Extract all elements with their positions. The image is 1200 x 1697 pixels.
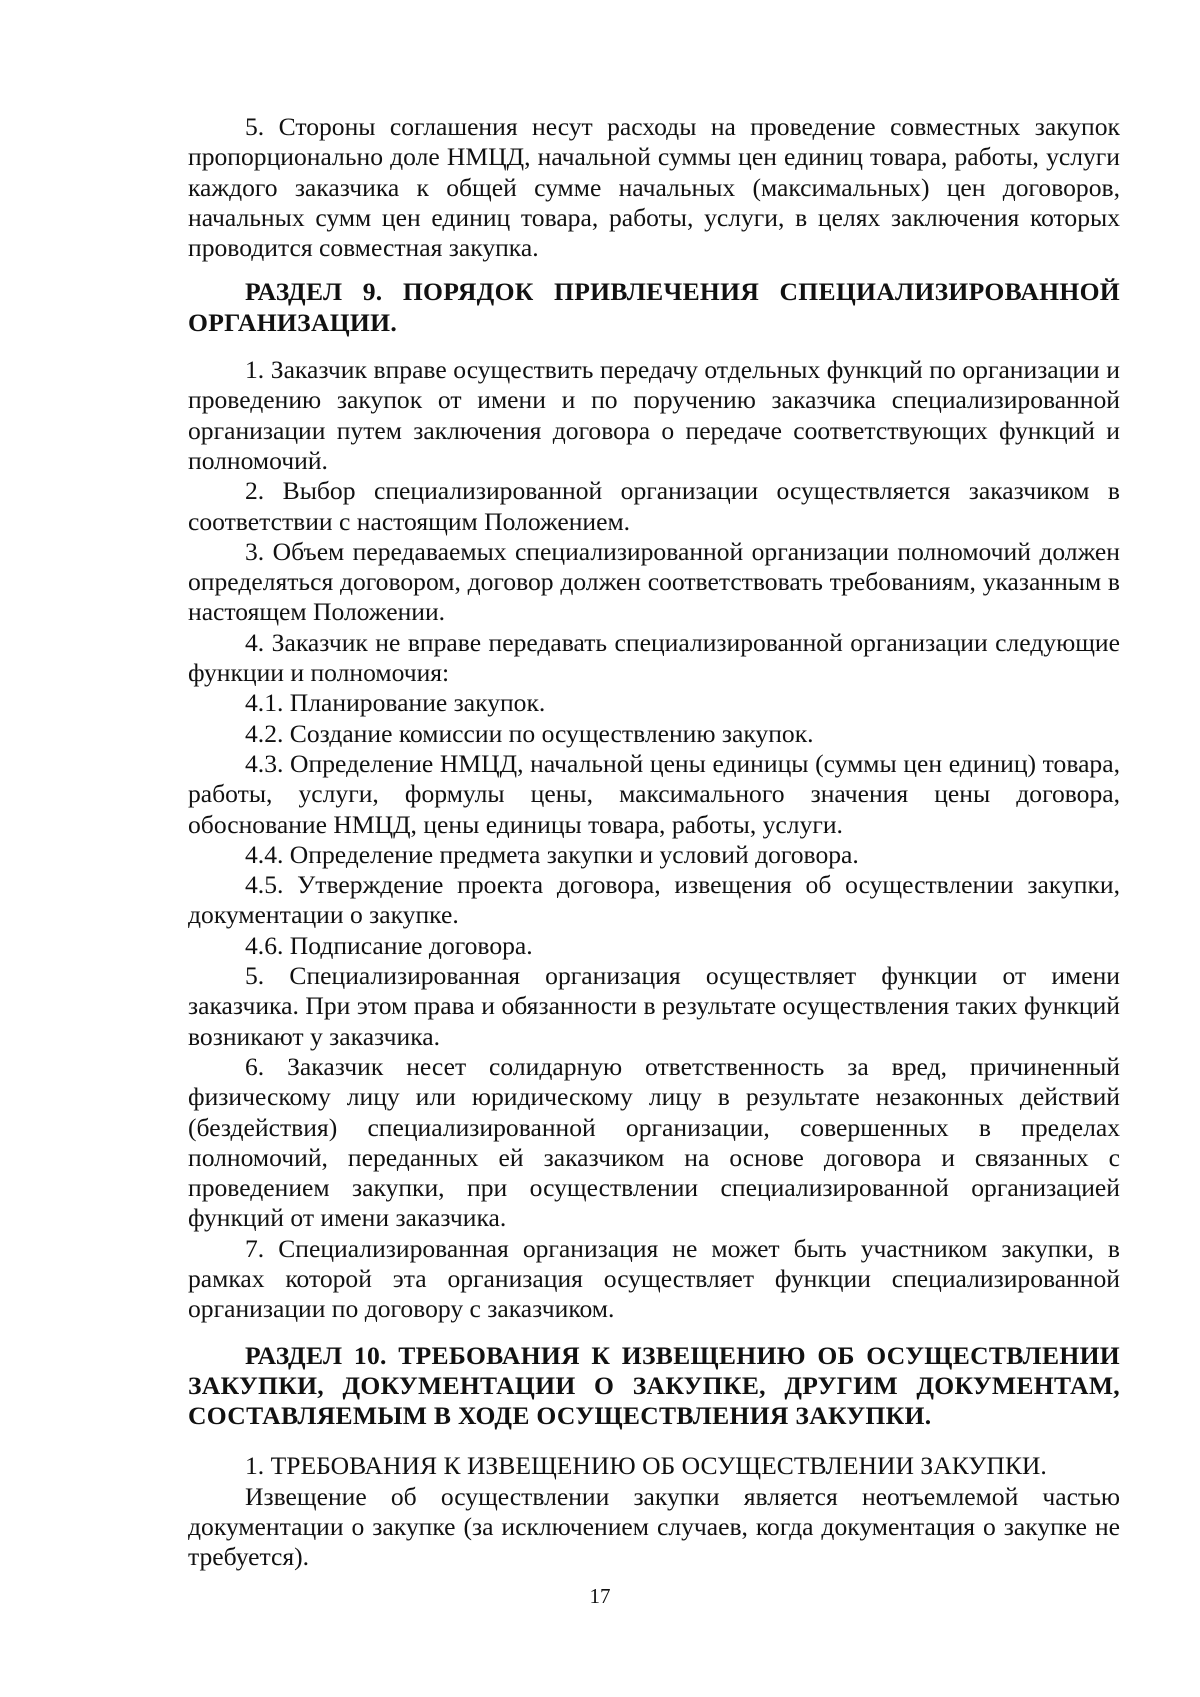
section-9-paragraph: 4.1. Планирование закупок. xyxy=(245,688,546,718)
document-page xyxy=(188,112,1120,1573)
section-9-paragraph: 4.2. Создание комиссии по осуществлению закупок. xyxy=(245,718,814,748)
section-9-paragraph: 1. Заказчик вправе осуществить передачу отдельных функций по организации и проведению закупок от имени и по поручению заказчика специализированной организации путем заключения договора о передаче соответствующих функций и полномочий. xyxy=(188,355,1120,475)
section-9-heading: РАЗДЕЛ 9. ПОРЯДОК ПРИВЛЕЧЕНИЯ СПЕЦИАЛИЗИРОВАННОЙ ОРГАНИЗАЦИИ. xyxy=(188,277,1120,337)
section-9-paragraph: 4.6. Подписание договора. xyxy=(245,930,533,960)
section-10-heading: РАЗДЕЛ 10. ТРЕБОВАНИЯ К ИЗВЕЩЕНИЮ ОБ ОСУЩЕСТВЛЕНИИ ЗАКУПКИ, ДОКУМЕНТАЦИИ О ЗАКУПКЕ, ДРУГИМ ДОКУМЕНТАМ, СОСТАВЛЯЕМЫМ В ХОДЕ ОСУЩЕСТВЛЕНИЯ ЗАКУПКИ. xyxy=(188,1340,1120,1431)
page-number: 17 xyxy=(589,1584,611,1608)
section-9-paragraph: 3. Объем передаваемых специализированной организации полномочий должен определяться договором, договор должен соответствовать требованиям, указанным в настоящем Положении. xyxy=(188,536,1120,627)
paragraph-5-joint-costs: 5. Стороны соглашения несут расходы на проведение совместных закупок пропорционально доле НМЦД, начальной суммы цен единиц товара, работы, услуги каждого заказчика к общей сумме начальных (максимальных) цен договоров, начальных сумм цен единиц товара, работы, услуги, в целях заключения которых проводится совместная закупка. xyxy=(188,112,1120,263)
section-9-paragraph: 6. Заказчик несет солидарную ответственность за вред, причиненный физическому лицу или юридическому лицу в результате незаконных действий (бездействия) специализированной организации, совершенных в пределах полномочий, переданных ей заказчиком на основе договора и связанных с проведением закупки, при осуществлении специализированной организацией функций от имени заказчика. xyxy=(188,1051,1120,1233)
section-10-subheading: 1. ТРЕБОВАНИЯ К ИЗВЕЩЕНИЮ ОБ ОСУЩЕСТВЛЕНИИ ЗАКУПКИ. xyxy=(245,1451,1047,1481)
section-10-paragraph: Извещение об осуществлении закупки является неотъемлемой частью документации о закупке (за исключением случаев, когда документация о закупке не требуется). xyxy=(188,1481,1120,1572)
section-9-paragraph: 4.5. Утверждение проекта договора, извещения об осуществлении закупки, документации о закупке. xyxy=(188,870,1120,930)
section-9-paragraph: 4. Заказчик не вправе передавать специализированной организации следующие функции и полномочия: xyxy=(188,627,1120,688)
section-9-paragraph: 4.4. Определение предмета закупки и условий договора. xyxy=(245,839,859,869)
section-9-paragraph: 7. Специализированная организация не может быть участником закупки, в рамках которой эта организация осуществляет функции специализированной организации по договору с заказчиком. xyxy=(188,1233,1120,1324)
section-9-paragraph: 2. Выбор специализированной организации осуществляется заказчиком в соответствии с настоящим Положением. xyxy=(188,476,1120,536)
section-9-paragraph: 4.3. Определение НМЦД, начальной цены единицы (суммы цен единиц) товара, работы, услуги, формулы цены, максимального значения цены договора, обоснование НМЦД, цены единицы товара, работы, услуги. xyxy=(188,748,1120,839)
section-9-paragraph: 5. Специализированная организация осуществляет функции от имени заказчика. При этом права и обязанности в результате осуществления таких функций возникают у заказчика. xyxy=(188,961,1120,1051)
